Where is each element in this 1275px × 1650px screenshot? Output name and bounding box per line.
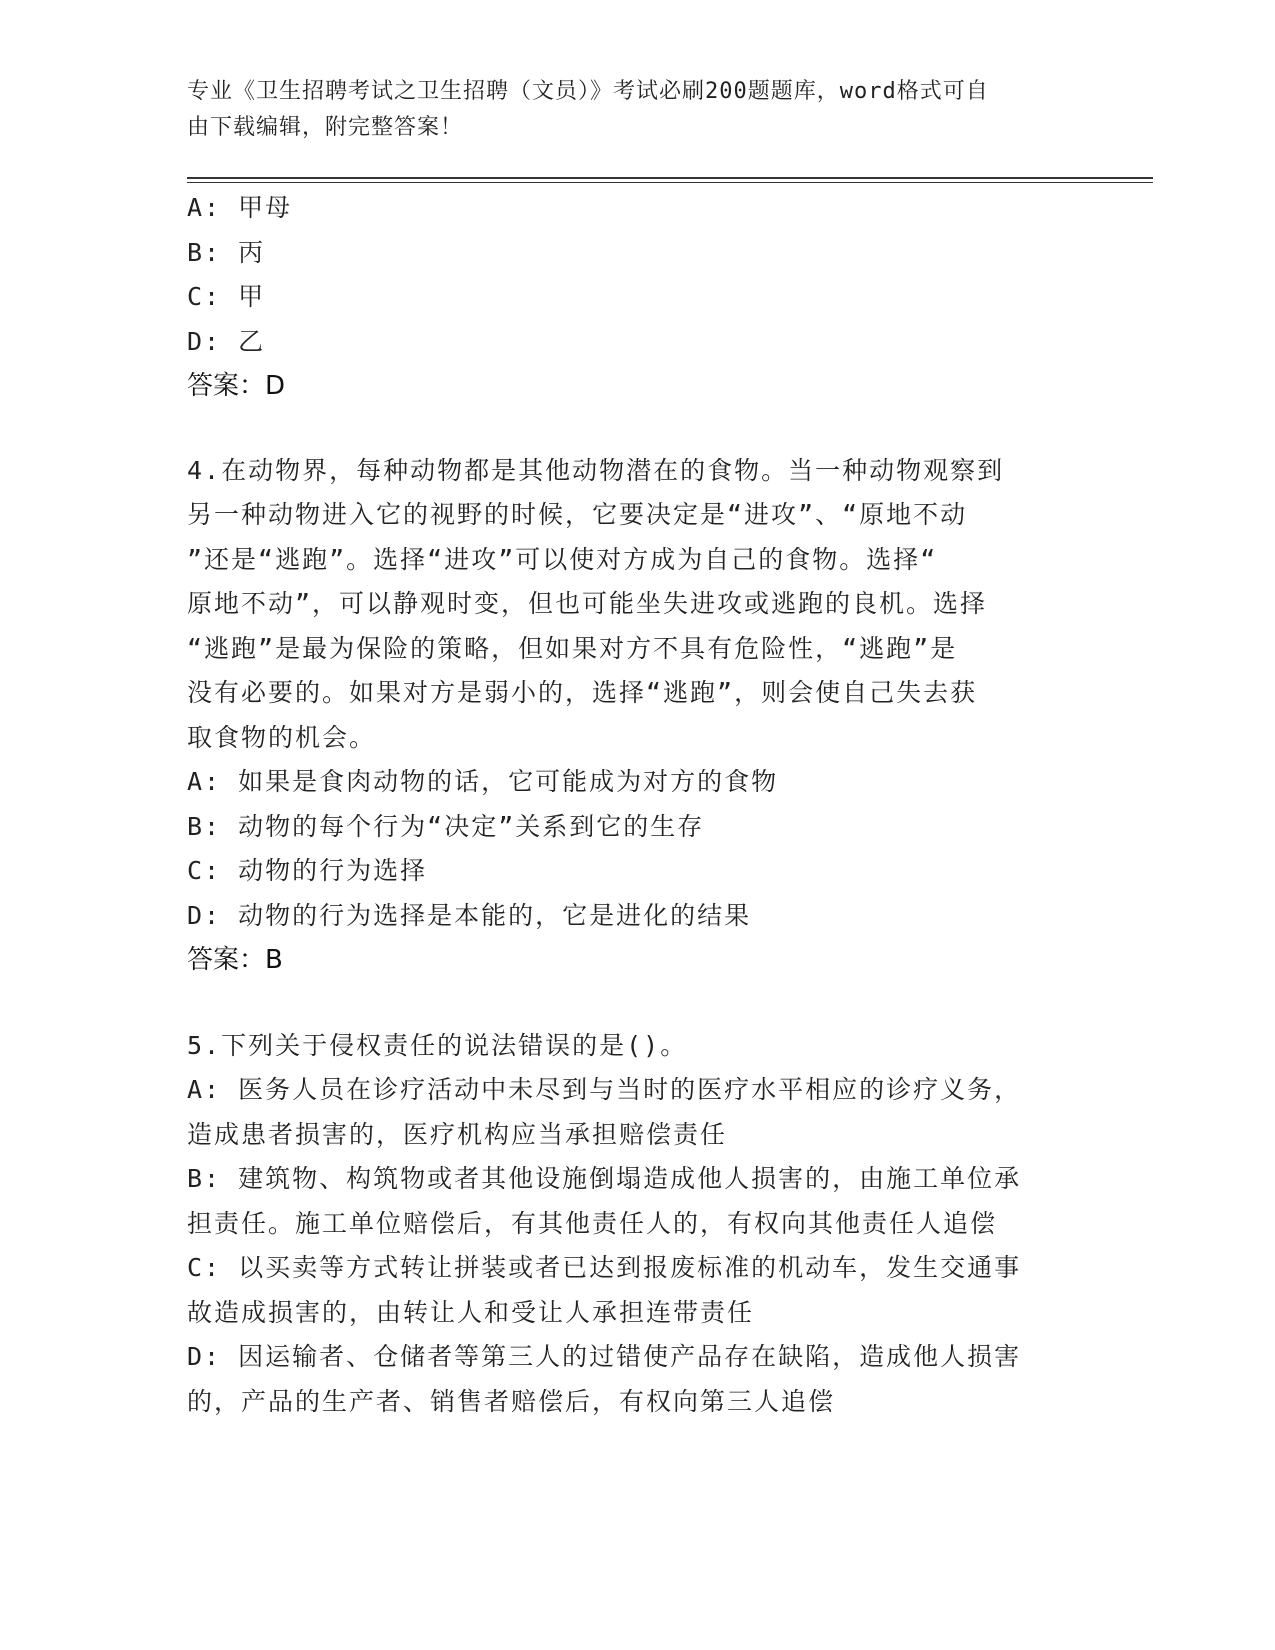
q5-option-c-line2: 故造成损害的，由转让人和受让人承担连带责任 [187,1298,755,1327]
q3-option-b: B: 丙 [187,238,266,267]
q3-answer: 答案：D [187,371,286,401]
q4-stem-line: ”还是“逃跑”。选择“进攻”可以使对方成为自己的食物。选择“ [187,545,938,574]
q4-option-d: D: 动物的行为选择是本能的，它是进化的结果 [187,901,752,930]
header-rule-thick [187,177,1153,179]
q5-option-d-line2: 的，产品的生产者、销售者赔偿后，有权向第三人追偿 [187,1387,836,1416]
q5-option-c-line1: C: 以买卖等方式转让拼装或者已达到报废标准的机动车，发生交通事 [187,1253,1022,1282]
q4-stem-line: 没有必要的。如果对方是弱小的，选择“逃跑”，则会使自己失去获 [187,678,978,707]
header-line-2: 由下载编辑，附完整答案！ [187,115,464,140]
q3-option-c: C: 甲 [187,282,266,311]
header-line-1: 专业《卫生招聘考试之卫生招聘（文员）》考试必刷200题题库，word格式可自 [187,79,989,104]
q4-stem-line: 4.在动物界，每种动物都是其他动物潜在的食物。当一种动物观察到 [187,456,1005,485]
q4-answer: 答案：B [187,945,283,975]
q5-stem: 5.下列关于侵权责任的说法错误的是()。 [187,1031,688,1060]
q3-option-d: D: 乙 [187,327,266,356]
q3-option-a: A: 甲母 [187,193,293,222]
document-header [187,74,1067,146]
q4-option-b: B: 动物的每个行为“决定”关系到它的生存 [187,812,705,841]
q4-stem-line: 另一种动物进入它的视野的时候，它要决定是“进攻”、“原地不动 [187,500,968,529]
q5-option-a-line1: A: 医务人员在诊疗活动中未尽到与当时的医疗水平相应的诊疗义务， [187,1075,1022,1104]
q4-stem-line: 原地不动”，可以静观时变，但也可能坐失进攻或逃跑的良机。选择 [187,589,988,618]
q5-option-b-line2: 担责任。施工单位赔偿后，有其他责任人的，有权向其他责任人追偿 [187,1209,998,1238]
q4-stem-line: 取食物的机会。 [187,723,377,752]
q4-stem-line: “逃跑”是最为保险的策略，但如果对方不具有危险性，“逃跑”是 [187,634,958,663]
q4-option-a: A: 如果是食肉动物的话，它可能成为对方的食物 [187,767,779,796]
q5-option-a-line2: 造成患者损害的，医疗机构应当承担赔偿责任 [187,1120,728,1149]
q4-option-c: C: 动物的行为选择 [187,856,428,885]
q5-option-b-line1: B: 建筑物、构筑物或者其他设施倒塌造成他人损害的，由施工单位承 [187,1164,1022,1193]
header-rule-thin [187,182,1153,183]
q5-option-d-line1: D: 因运输者、仓储者等第三人的过错使产品存在缺陷，造成他人损害 [187,1342,1022,1371]
